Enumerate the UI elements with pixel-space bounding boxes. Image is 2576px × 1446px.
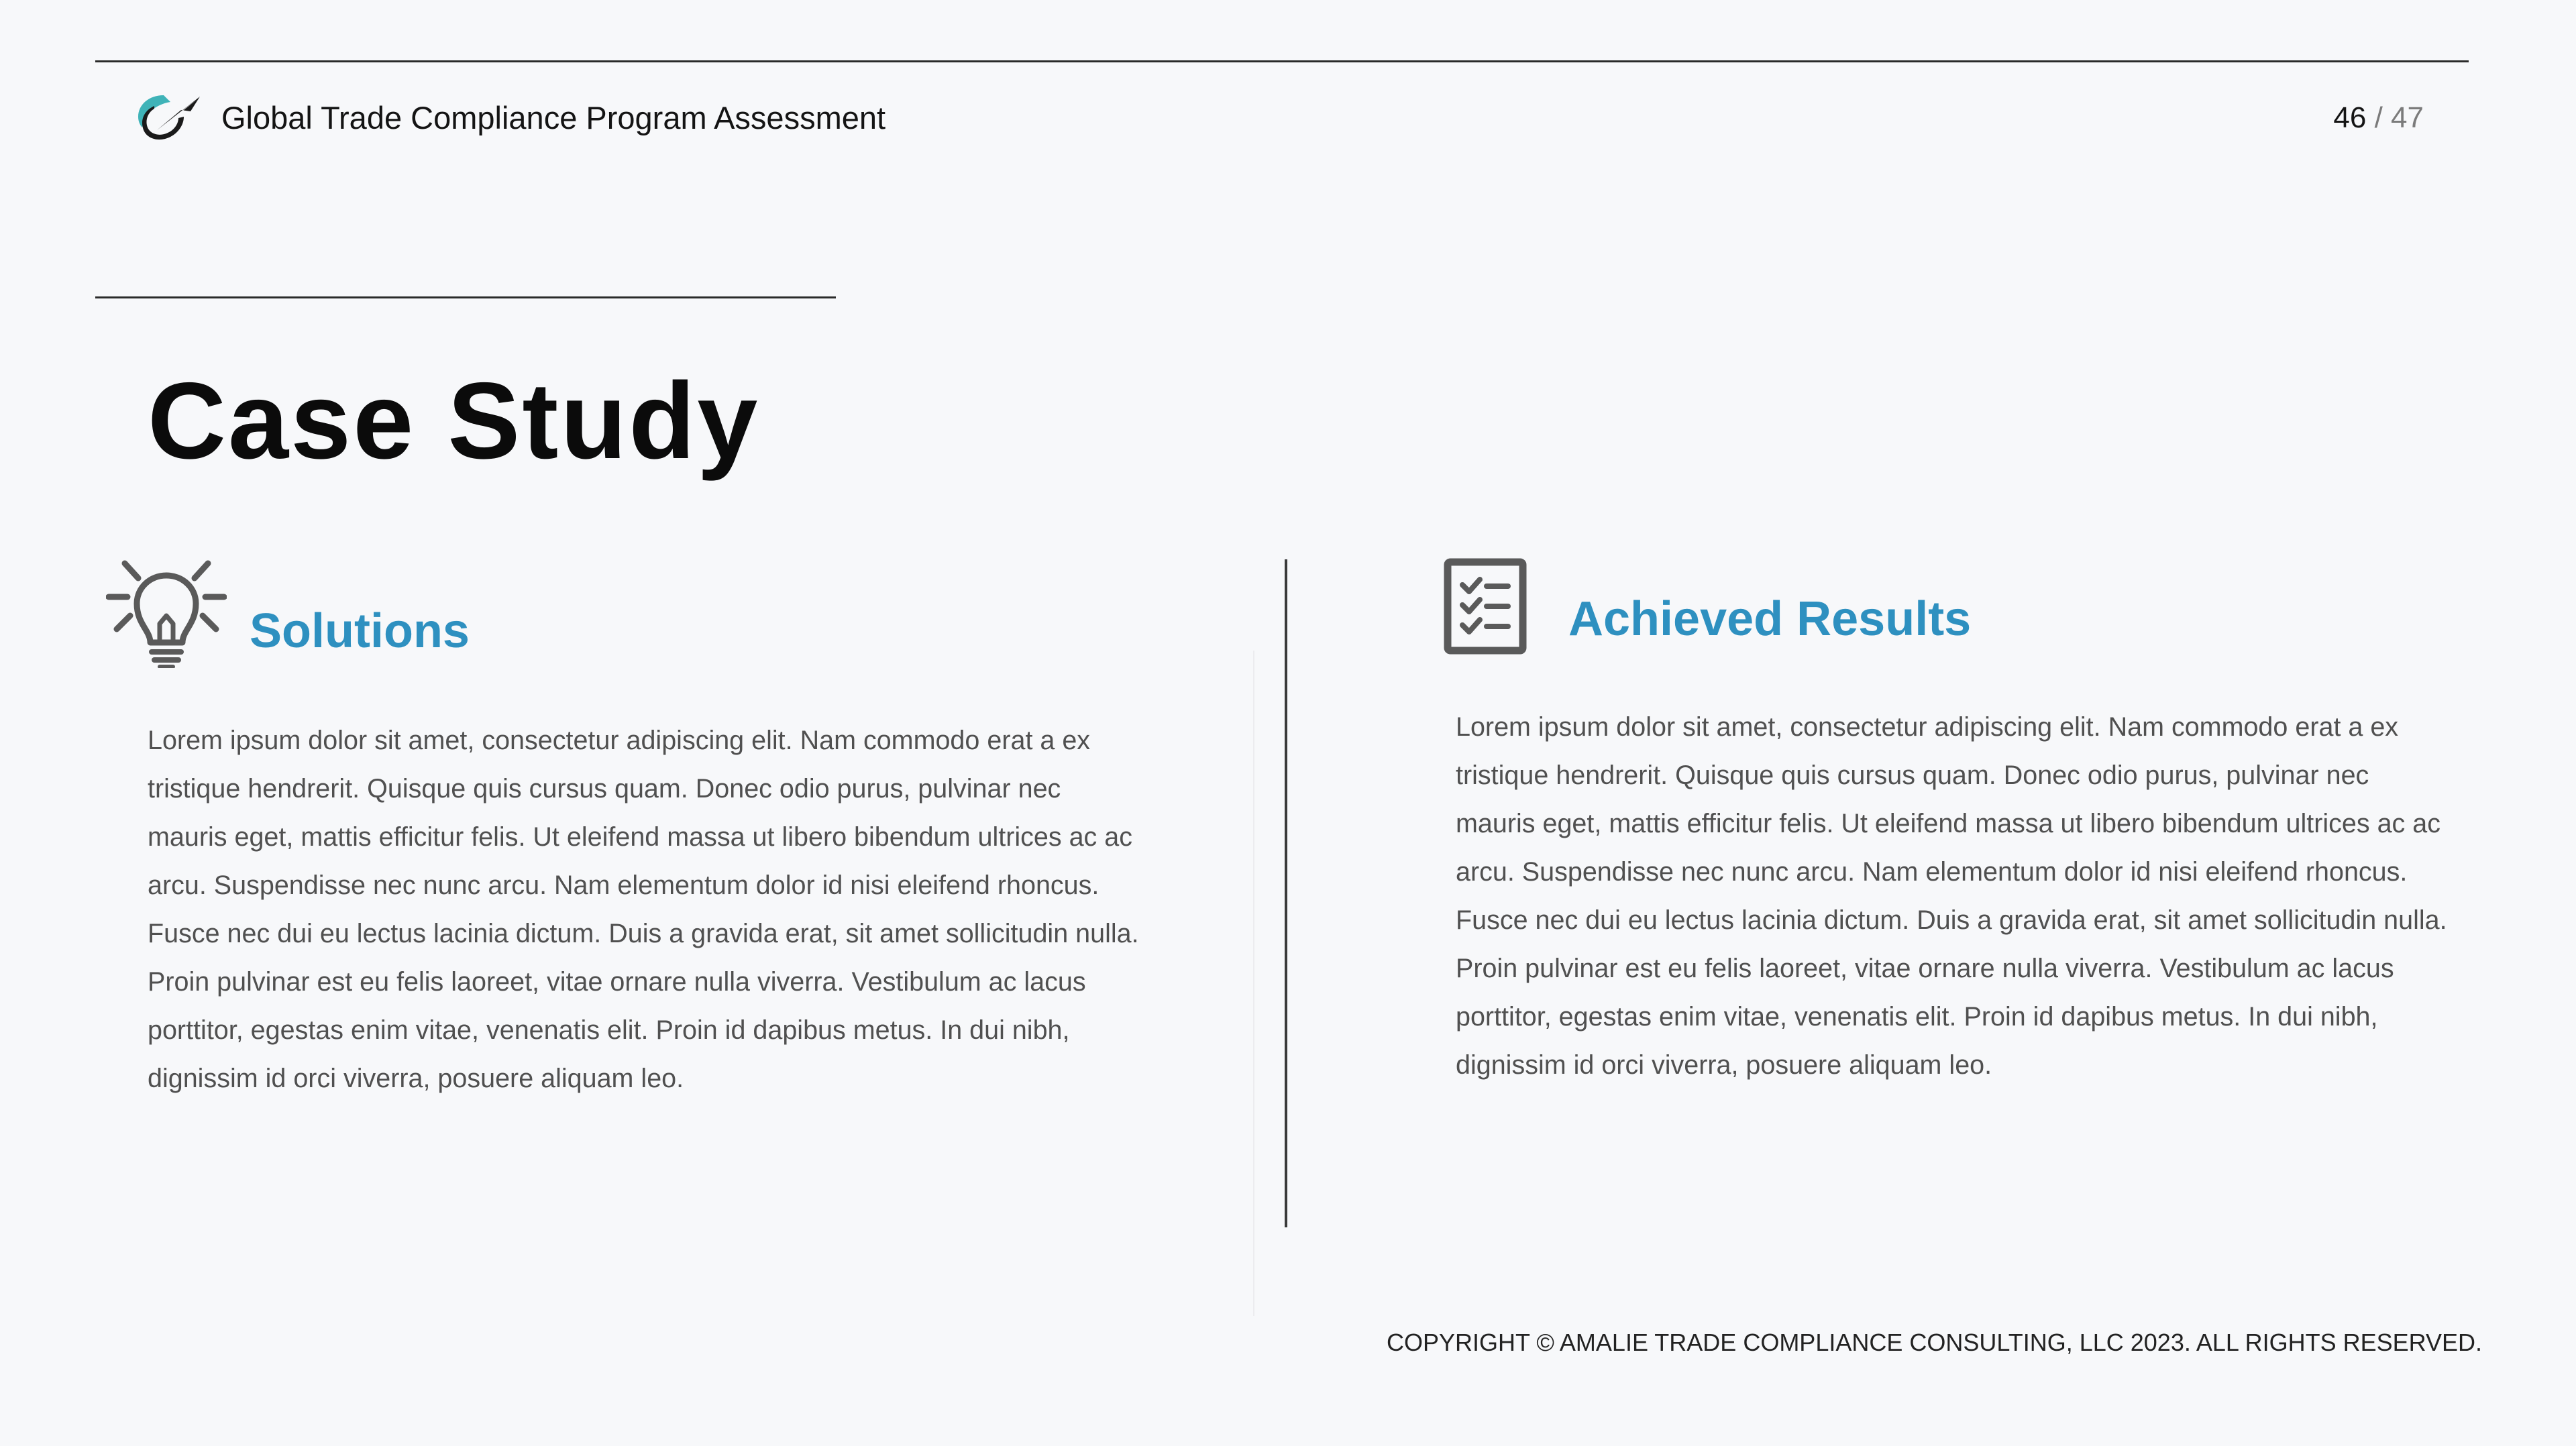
- document-title: Global Trade Compliance Program Assessment: [221, 100, 886, 135]
- copyright-notice: COPYRIGHT © AMALIE TRADE COMPLIANCE CONSULTING, LLC 2023. ALL RIGHTS RESERVED.: [1387, 1329, 2482, 1356]
- title-rule: [95, 296, 836, 298]
- page-title: Case Study: [148, 360, 760, 482]
- column-shadow-divider: [1253, 651, 1254, 1316]
- page-total: 47: [2391, 101, 2424, 134]
- company-logo-icon: [137, 91, 201, 145]
- page-indicator: [2333, 97, 2424, 140]
- lightbulb-icon: [106, 554, 227, 668]
- solutions-body: Lorem ipsum dolor sit amet, consectetur adipiscing elit. Nam commodo erat a ex tristique hendrerit. Quisque quis cursus quam. Donec odio purus, pulvinar nec mauris eget, mattis efficitur felis. Ut eleifend massa ut libero bibendum ultrices ac ac arcu. Suspendisse nec nunc arcu. Nam elementum dolor id nisi eleifend rhoncus. Fusce nec dui eu lectus lacinia dictum. Duis a gravida erat, sit amet sollicitudin nulla. Proin pulvinar est eu felis laoreet, vitae ornare nulla viverra. Vestibulum ac lacus porttitor, egestas enim vitae, venenatis elit. Proin id dapibus metus. In dui nibh, dignissim id orci viverra, posuere aliquam leo.: [148, 726, 1139, 1093]
- results-heading: Achieved Results: [1568, 592, 1972, 646]
- solutions-heading: Solutions: [250, 604, 470, 658]
- page-separator: /: [2374, 101, 2383, 134]
- column-divider: [1285, 559, 1287, 1227]
- results-body: Lorem ipsum dolor sit amet, consectetur adipiscing elit. Nam commodo erat a ex tristique hendrerit. Quisque quis cursus quam. Donec odio purus, pulvinar nec mauris eget, mattis efficitur felis. Ut eleifend massa ut libero bibendum ultrices ac ac arcu. Suspendisse nec nunc arcu. Nam elementum dolor id nisi eleifend rhoncus. Fusce nec dui eu lectus lacinia dictum. Duis a gravida erat, sit amet sollicitudin nulla. Proin pulvinar est eu felis laoreet, vitae ornare nulla viverra. Vestibulum ac lacus porttitor, egestas enim vitae, venenatis elit. Proin id dapibus metus. In dui nibh, dignissim id orci viverra, posuere aliquam leo.: [1456, 712, 2447, 1080]
- checklist-icon: [1444, 558, 1527, 655]
- header-rule: [95, 60, 2469, 62]
- page-current: 46: [2333, 101, 2367, 134]
